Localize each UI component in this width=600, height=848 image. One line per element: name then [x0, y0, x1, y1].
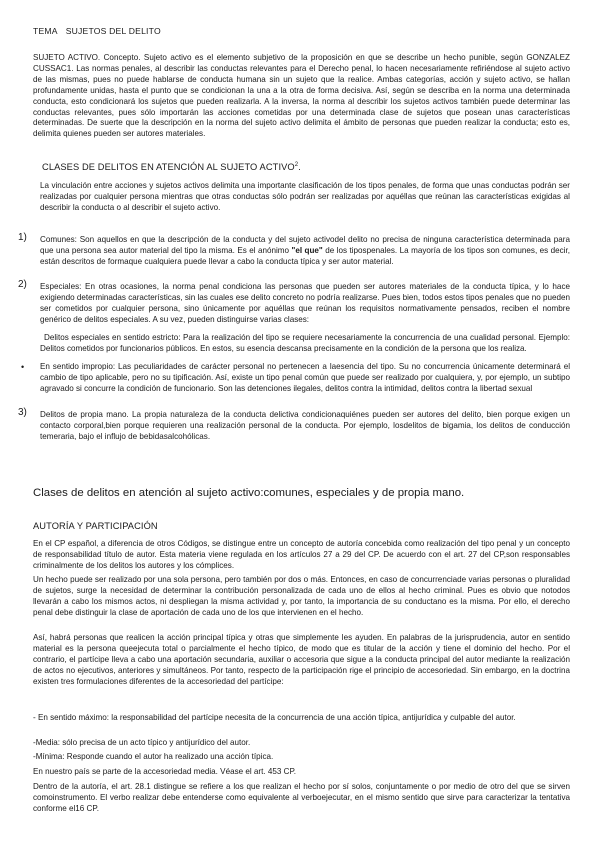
- item-3-number: 3): [18, 407, 27, 418]
- item-1-el-que: "el que": [291, 245, 323, 255]
- accesoriedad-media: -Media: sólo precisa de un acto típico y antijurídico del autor.: [33, 738, 251, 747]
- item-3-text: Delitos de propia mano. La propia naturaleza de la conducta delictiva condicionaquiénes pueden ser autores del delito, bien porque exigen un contacto corporal,bien porque requieren una realización personal de la conducta. Por ejemplo, losdelitos de bigamia, los delitos de conducción temeraria, bajo el influjo de bebidasalcohólicas.: [40, 410, 570, 441]
- accesoriedad-nuestro-pais: En nuestro país se parte de la accesoriedad media. Véase el art. 453 CP.: [33, 767, 297, 776]
- accesoriedad-maxima: - En sentido máximo: la responsabilidad del partícipe necesita de la concurrencia de una acción típica, antijurídica y culpable del autor.: [33, 713, 516, 722]
- autoria-paragraph-8: Dentro de la autoría, el art. 28.1 distingue se refiere a los que realizan el hecho por sí solos, conjuntamente o por medio de otro del que se sirven comoinstrumento. El verbo realizar debe entenderse como equivalente al verboejecutar, en el mismo sentido que sirve para caracterizar la tentativa conforme el16 CP.: [33, 782, 570, 813]
- autoria-paragraph-3: Así, habrá personas que realicen la acción principal típica y otras que simplemente les ayuden. En palabras de la jurisprudencia, autor en sentido material es la persona queejecuta total o parcialmente el hecho típico, de modo que es titular de la acción y tiene el dominio del hecho. Por el contrario, el partícipe lleva a cabo una aportación secundaria, auxiliar o accesoria que sigue a la conducta principal del autor mediante la realización de actos no ejecutivos, anteriores y simultáneos. Por tanto, respecto de la participación rige el principio de accesoriedad. Sin embargo, en la doctrina existen tres formulaciones diferentes de la accesoriedad del partícipe:: [33, 633, 570, 686]
- clases-heading-period: .: [298, 162, 301, 172]
- tema-title: SUJETOS DEL DELITO: [65, 26, 161, 36]
- especiales-estricto: Delitos especiales en sentido estricto: Para la realización del tipo se requiere necesariamente la concurrencia de una cualidad personal. Ejemplo: Delitos cometidos por funcionarios públicos. En estos, su esencia descansa precisamente en la condición de la persona que los realiza.: [40, 333, 570, 353]
- item-1-text-after: de los tipospenales. La mayoría de los tipos son comunes, es decir, están descritos de formaque cualquiera puede llevar a cabo la conducta típica y ser autor material.: [40, 245, 570, 266]
- autoria-paragraph-2: Un hecho puede ser realizado por una sola persona, pero también por dos o más. Entonces, en caso de concurrenciade varias personas o pluralidad de sujetos, surge la necesidad de determinar la contribución personalizada de cada uno de ellos al hecho criminal. Pues es obvio que notodos llevarán a cabo los mismos actos, ni despliegan la misma actividad y, por tanto, la importancia de su conductano es la misma. Por ello, el derecho penal debe distinguir la clase de aportación de cada uno de los que intervienen en el hecho.: [33, 575, 570, 617]
- item-1-text-before: Comunes: Son aquellos en que la descripción de la conducta y del sujeto activodel delito no precisa de ninguna característica determinada para que una persona sea autor material del tipo la misma. Es el anónimo: [40, 235, 570, 255]
- clases-heading: [42, 162, 301, 172]
- impropio-bullet: •: [21, 362, 25, 372]
- clases-intro: La vinculación entre acciones y sujetos activos delimita una importante clasificación de los tipos penales, de forma que unas conductas podrán ser realizadas por cualquier persona mientras que otras conductas sólo podrán ser realizadas por aquéllas que reúnan las características exigidas al describir la conducta o al describir el sujeto activo.: [40, 181, 570, 212]
- autoria-heading: AUTORÍA Y PARTICIPACIÓN: [33, 521, 158, 531]
- autoria-paragraph-1: En el CP español, a diferencia de otros Códigos, se distingue entre un concepto de autoría concebida como realización del tipo penal y un concepto de responsabilidad título de autor. Esta materia viene regulada en los artículos 27 a 29 del CP. De acuerdo con el art. 27 del CP,son responsables criminalmente de los delitos los autores y los cómplices.: [33, 539, 570, 570]
- item-1-text: [40, 235, 570, 268]
- item-1-number: 1): [18, 232, 27, 243]
- sujeto-activo-paragraph: SUJETO ACTIVO. Concepto. Sujeto activo es el elemento subjetivo de la proposición en que se describe un hecho punible, según GONZALEZ CUSSAC1. Las normas penales, al describir las conductas relevantes para el Derecho penal, lo hacen necesariamente refiriéndose al sujeto activo de las mismas, pues no puede hablarse de conducta humana sin un sujeto que la realice. Ambas categorías, acción y sujeto activo, se hallan profundamente unidas, hasta el punto que se condicionan la una a la otra de forma decisiva. Así, según se describa en la norma una determinada conducta, esto condicionará los sujetos que pueden realizarla. A la inversa, la norma al describir los sujetos activos también puede determinar las conductas relevantes, pues sólo importarán las acciones cometidas por una determinada clase de sujetos que posean unas características determinadas. De suerte que la descripción en la norma del sujeto activo delimita el ámbito de personas que pueden realizar la conducta; esto es, delimita quienes pueden ser autores materiales.: [33, 53, 570, 139]
- tema-label: TEMA: [33, 26, 58, 36]
- accesoriedad-minima: -Mínima: Responde cuando el autor ha realizado una acción típica.: [33, 752, 274, 761]
- clases-summary: Clases de delitos en atención al sujeto activo:comunes, especiales y de propia mano.: [33, 487, 465, 499]
- clases-heading-footnote: 2: [294, 162, 299, 168]
- item-2-number: 2): [18, 279, 27, 290]
- item-2-text: Especiales: En otras ocasiones, la norma penal condiciona las personas que pueden ser autores materiales de la conducta típica, y lo hace exigiendo determinadas características, sin las cuales ese delito concreto no podría realizarse. Pues bien, todos estos tipos penales que no pueden ser cometidos por cualquier persona, sino únicamente por aquéllas que reúnan los requisitos normativamente pensados, reciben el nombre genérico de delitos especiales. A su vez, pueden distinguirse varias clases:: [40, 282, 571, 324]
- clases-heading-text: CLASES DE DELITOS EN ATENCIÓN AL SUJETO ACTIVO: [42, 162, 295, 172]
- especiales-impropio: En sentido impropio: Las peculiaridades de carácter personal no pertenecen a laesencia del tipo. Su no concurrencia únicamente determinará el cambio de tipo aplicable, pero no su tipificación. Así, existe un tipo penal común que puede ser realizado por cualquiera, y, por ejemplo, un subtipo agravado si concurre la condición de funcionario. Son las detenciones ilegales, delitos contra la intimidad, delitos contra la libertad sexual: [40, 362, 570, 393]
- document-title: [33, 26, 161, 36]
